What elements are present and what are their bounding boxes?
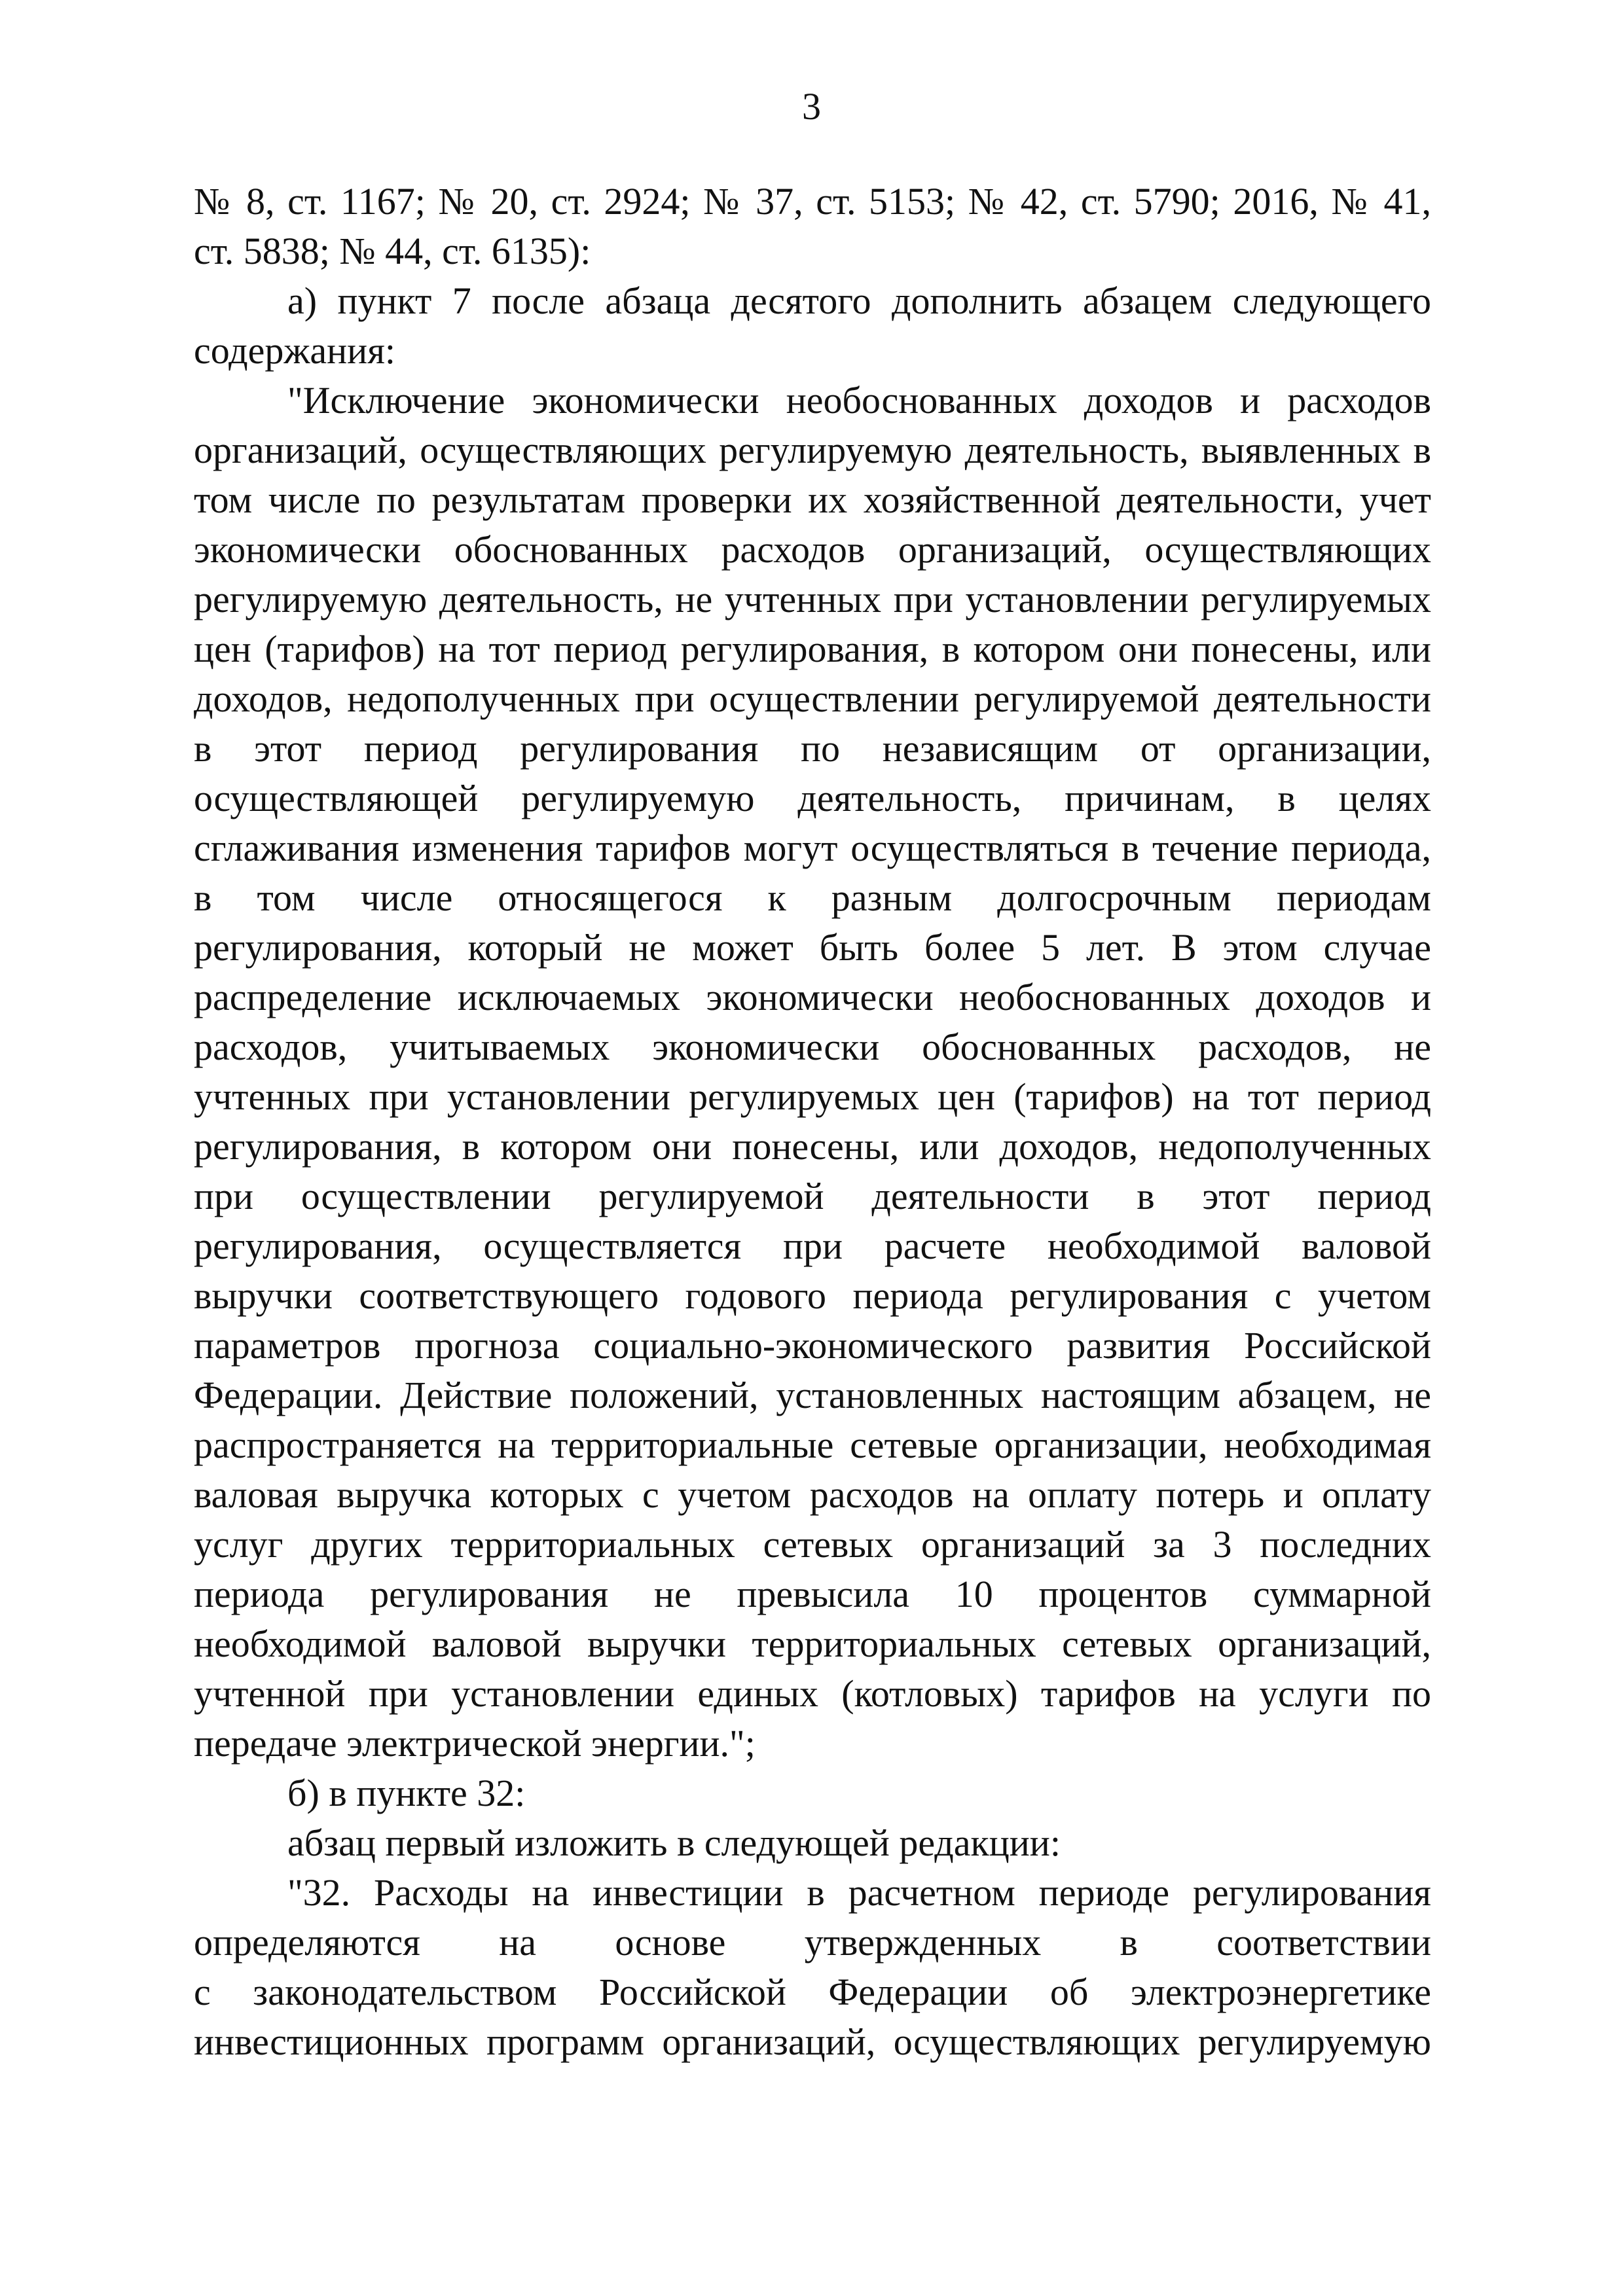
text-line: в том числе относящегося к разным долгосрочным периодам xyxy=(194,876,1431,919)
text-line: инвестиционных программ организаций, осуществляющих регулируемую xyxy=(194,2020,1431,2063)
text-line: при осуществлении регулируемой деятельности в этот период xyxy=(194,1175,1431,1217)
text-line: осуществляющей регулируемую деятельность, причинам, в целях xyxy=(194,777,1431,819)
text-line: а) пункт 7 после абзаца десятого дополнить абзацем следующего xyxy=(287,279,1431,322)
text-line: организаций, осуществляющих регулируемую деятельность, выявленных в xyxy=(194,429,1431,471)
text-line: с законодательством Российской Федерации об электроэнергетике xyxy=(194,1971,1431,2013)
text-line: регулирования, осуществляется при расчете необходимой валовой xyxy=(194,1225,1431,1267)
text-line: цен (тарифов) на тот период регулирования, в котором они понесены, или xyxy=(194,628,1431,670)
text-line: учтенной при установлении единых (котловых) тарифов на услуги по xyxy=(194,1672,1431,1715)
text-line: "32. Расходы на инвестиции в расчетном периоде регулирования xyxy=(287,1871,1431,1914)
text-line: "Исключение экономически необоснованных доходов и расходов xyxy=(287,379,1431,422)
text-line: регулирования, который не может быть более 5 лет. В этом случае xyxy=(194,926,1431,969)
text-line: периода регулирования не превысила 10 процентов суммарной xyxy=(194,1573,1431,1615)
text-line: экономически обоснованных расходов организаций, осуществляющих xyxy=(194,528,1431,571)
text-line: ст. 5838; № 44, ст. 6135): xyxy=(194,230,591,272)
text-line: Федерации. Действие положений, установленных настоящим абзацем, не xyxy=(194,1374,1431,1416)
text-line: выручки соответствующего годового периода регулирования с учетом xyxy=(194,1274,1431,1317)
page-number: 3 xyxy=(802,85,821,128)
text-line: необходимой валовой выручки территориальных сетевых организаций, xyxy=(194,1623,1431,1665)
text-line: содержания: xyxy=(194,329,396,372)
text-line: распространяется на территориальные сетевые организации, необходимая xyxy=(194,1424,1431,1466)
text-line: определяются на основе утвержденных в соответствии xyxy=(194,1921,1431,1964)
text-line: услуг других территориальных сетевых организаций за 3 последних xyxy=(194,1523,1431,1566)
text-line: доходов, недополученных при осуществлении регулируемой деятельности xyxy=(194,677,1431,720)
text-line: регулирования, в котором они понесены, или доходов, недополученных xyxy=(194,1125,1431,1168)
text-line: абзац первый изложить в следующей редакции: xyxy=(287,1821,1061,1864)
text-line: регулируемую деятельность, не учтенных при установлении регулируемых xyxy=(194,578,1431,620)
document-body xyxy=(194,177,1431,2067)
text-line: том числе по результатам проверки их хозяйственной деятельности, учет xyxy=(194,478,1431,521)
text-line: распределение исключаемых экономически необоснованных доходов и xyxy=(194,976,1431,1018)
text-line: № 8, ст. 1167; № 20, ст. 2924; № 37, ст. 5153; № 42, ст. 5790; 2016, № 41, xyxy=(194,180,1431,223)
text-line: в этот период регулирования по независящим от организации, xyxy=(194,727,1431,770)
text-line: параметров прогноза социально-экономического развития Российской xyxy=(194,1324,1431,1367)
text-line: учтенных при установлении регулируемых цен (тарифов) на тот период xyxy=(194,1075,1431,1118)
text-line: расходов, учитываемых экономически обоснованных расходов, не xyxy=(194,1026,1431,1068)
text-line: передаче электрической энергии."; xyxy=(194,1722,756,1765)
text-line: валовая выручка которых с учетом расходов на оплату потерь и оплату xyxy=(194,1473,1431,1516)
text-line: сглаживания изменения тарифов могут осуществляться в течение периода, xyxy=(194,827,1431,869)
text-line: б) в пункте 32: xyxy=(287,1772,526,1814)
